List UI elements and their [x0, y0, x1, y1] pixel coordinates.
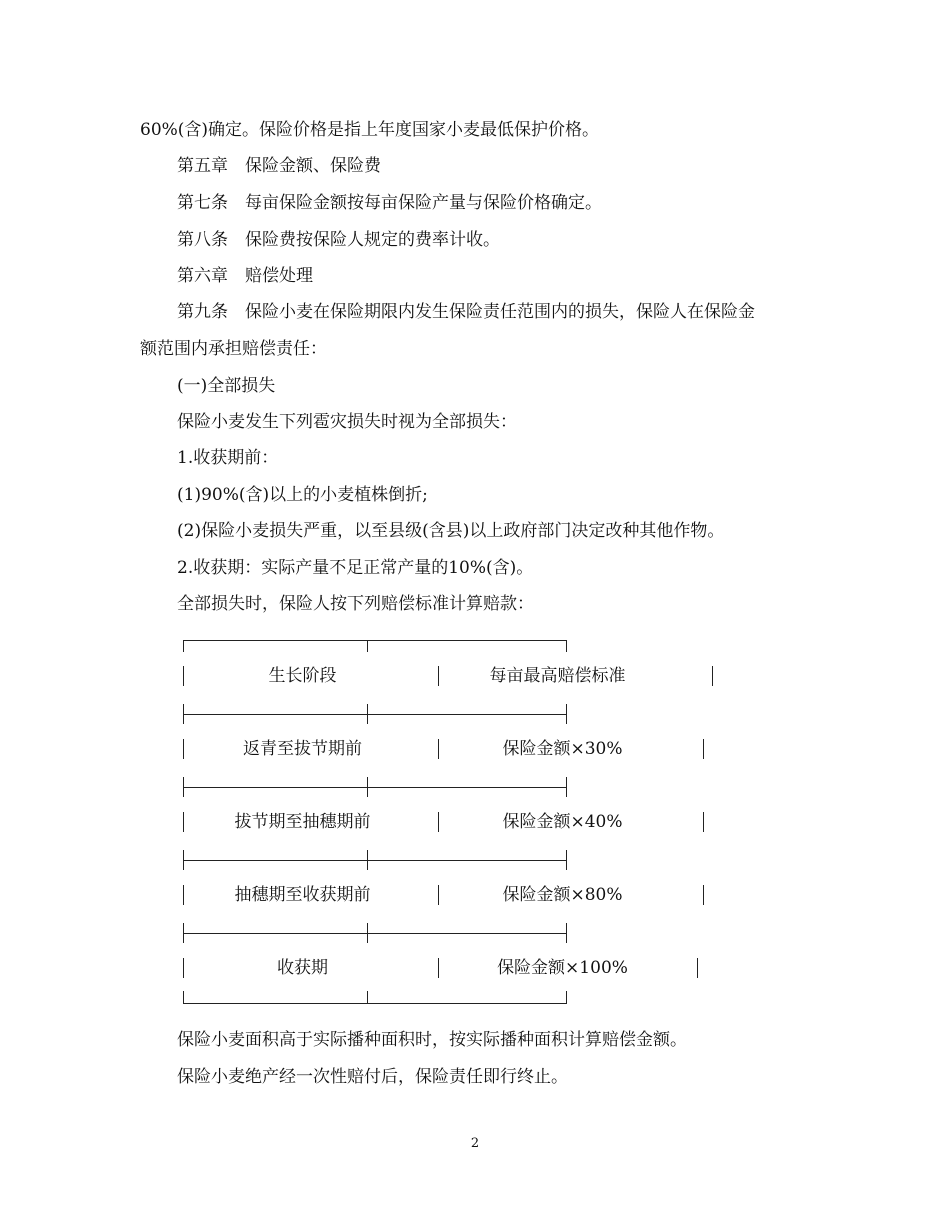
table-bar	[183, 958, 184, 978]
table-bar	[703, 885, 704, 905]
table-bar	[183, 739, 184, 759]
table-bar	[183, 812, 184, 832]
table-tick	[367, 704, 368, 724]
table-rule-top	[183, 640, 567, 641]
harvest-period: 2.收获期：实际产量不足正常产量的10%(含)。	[177, 558, 534, 578]
table-bar	[183, 885, 184, 905]
page-number: 2	[470, 1136, 480, 1151]
table-tick	[183, 923, 184, 943]
table-tick	[566, 704, 567, 724]
table-bar	[703, 812, 704, 832]
table-bar	[438, 666, 439, 686]
table-tick	[566, 991, 567, 1003]
article-9-line-2: 额范围内承担赔偿责任：	[140, 339, 327, 359]
table-cell-standard: 保险金额×80%	[502, 885, 623, 905]
table-tick	[367, 640, 368, 652]
table-rule-bottom	[183, 1003, 567, 1004]
table-bar	[438, 958, 439, 978]
article-9-line-1: 第九条 保险小麦在保险期限内发生保险责任范围内的损失，保险人在保险金	[177, 302, 755, 322]
table-rule	[183, 787, 567, 788]
table-tick	[566, 640, 567, 652]
header-max-compensation: 每亩最高赔偿标准	[489, 666, 626, 686]
total-loss-heading: (一)全部损失	[177, 376, 276, 396]
table-tick	[183, 640, 184, 652]
table-tick	[566, 850, 567, 870]
table-tick	[566, 923, 567, 943]
table-tick	[183, 777, 184, 797]
table-bar	[697, 958, 698, 978]
condition-2: (2)保险小麦损失严重，以至县级(含县)以上政府部门决定改种其他作物。	[177, 521, 725, 541]
compensation-intro: 全部损失时，保险人按下列赔偿标准计算赔款：	[177, 594, 534, 614]
table-tick	[183, 850, 184, 870]
table-bar	[183, 666, 184, 686]
table-cell-standard: 保险金额×40%	[502, 812, 623, 832]
table-tick	[367, 777, 368, 797]
before-harvest-heading: 1.收获期前：	[177, 448, 279, 468]
header-growth-stage: 生长阶段	[268, 666, 337, 686]
termination-paragraph: 保险小麦绝产经一次性赔付后，保险责任即行终止。	[177, 1067, 568, 1087]
table-bar	[703, 739, 704, 759]
total-loss-definition: 保险小麦发生下列雹灾损失时视为全部损失：	[177, 412, 517, 432]
table-cell-stage: 收获期	[277, 958, 328, 978]
table-bar	[712, 666, 713, 686]
table-cell-standard: 保险金额×30%	[502, 739, 623, 759]
table-cell-stage: 拔节期至抽穗期前	[234, 812, 371, 832]
table-tick	[566, 777, 567, 797]
table-cell-stage: 返青至拔节期前	[243, 739, 362, 759]
article-7: 第七条 每亩保险金额按每亩保险产量与保险价格确定。	[177, 193, 602, 213]
table-rule	[183, 714, 567, 715]
table-cell-standard: 保险金额×100%	[497, 958, 628, 978]
table-bar	[438, 739, 439, 759]
table-cell-stage: 抽穗期至收获期前	[234, 885, 371, 905]
condition-1: (1)90%(含)以上的小麦植株倒折;	[177, 485, 428, 505]
table-tick	[183, 704, 184, 724]
table-tick	[367, 991, 368, 1003]
chapter-6-heading: 第六章 赔偿处理	[177, 266, 313, 286]
table-rule	[183, 860, 567, 861]
table-tick	[367, 923, 368, 943]
paragraph-1: 60%(含)确定。保险价格是指上年度国家小麦最低保护价格。	[140, 120, 600, 140]
table-rule	[183, 933, 567, 934]
table-tick	[183, 991, 184, 1003]
area-rule-paragraph: 保险小麦面积高于实际播种面积时，按实际播种面积计算赔偿金额。	[177, 1030, 687, 1050]
table-tick	[367, 850, 368, 870]
article-8: 第八条 保险费按保险人规定的费率计收。	[177, 230, 500, 250]
table-bar	[438, 885, 439, 905]
chapter-5-heading: 第五章 保险金额、保险费	[177, 156, 381, 176]
table-bar	[438, 812, 439, 832]
